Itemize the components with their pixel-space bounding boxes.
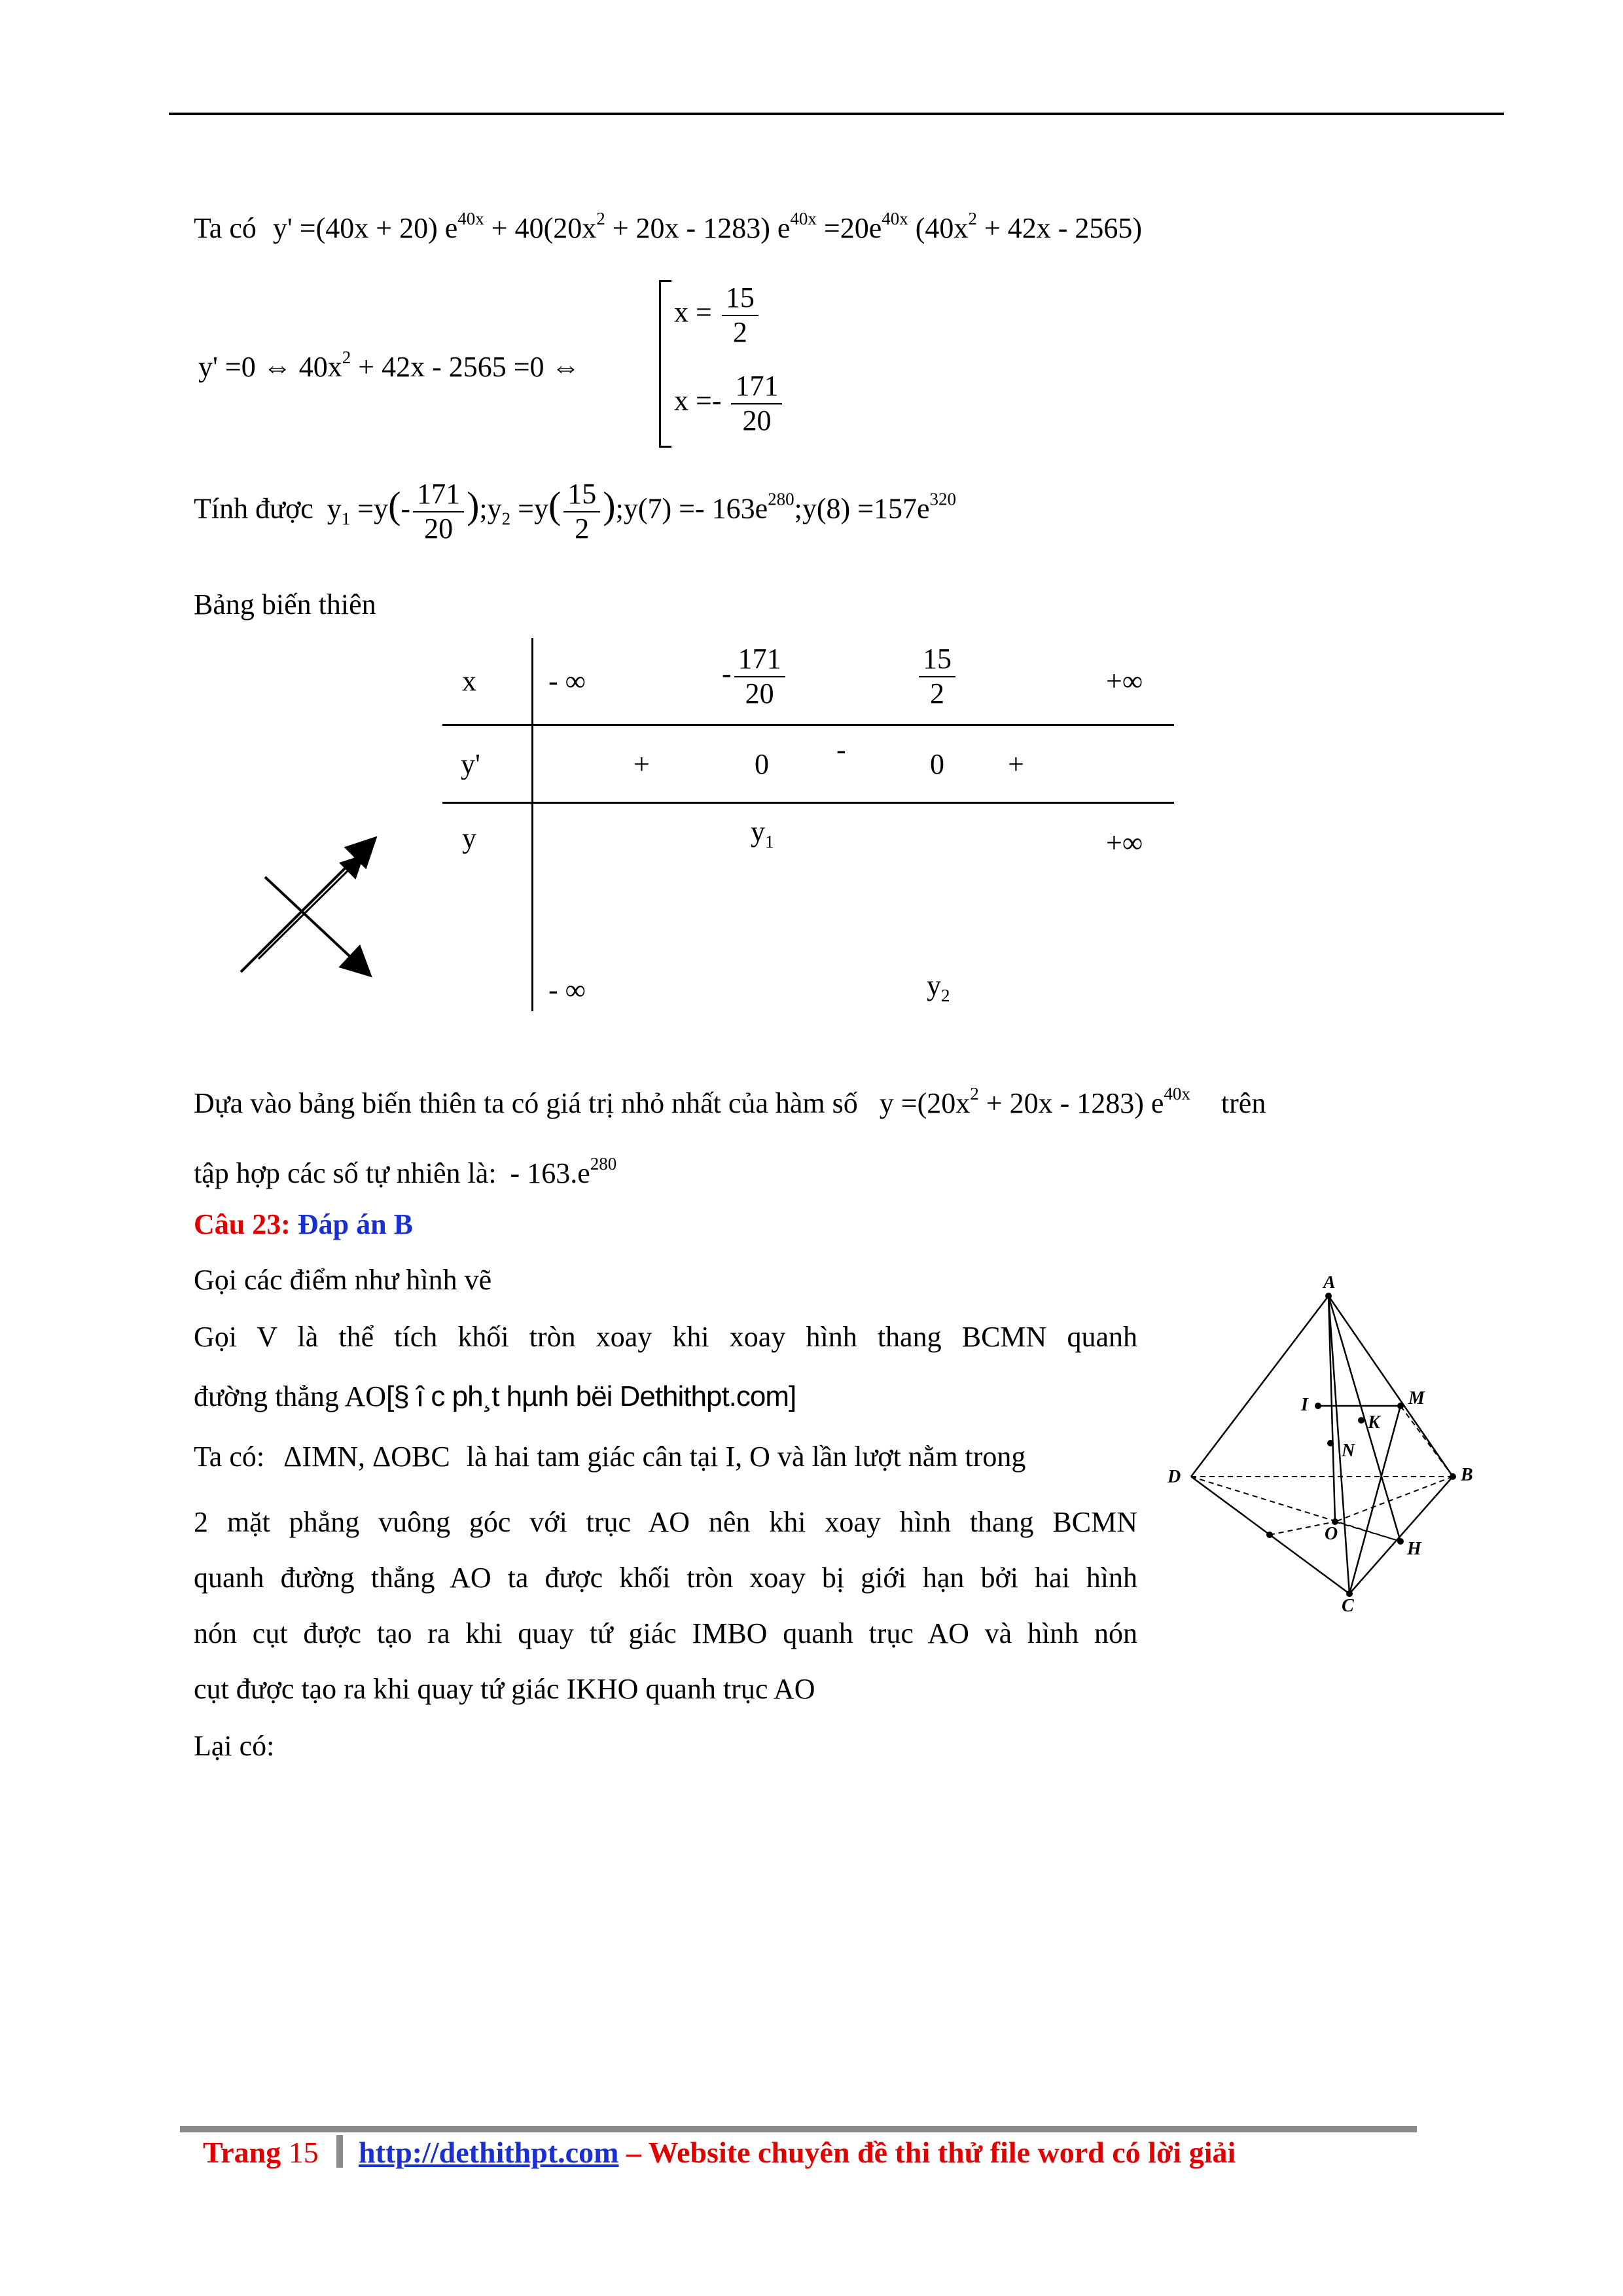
label-M: M <box>1408 1388 1425 1408</box>
x-pos-inf: +∞ <box>1106 665 1143 697</box>
q23-p4: 2 mặt phẳng vuông góc với trục AO nên khi xoay hình thang BCMN <box>194 1506 1137 1538</box>
label-O: O <box>1325 1524 1338 1544</box>
y-pos-inf: +∞ <box>1106 827 1143 859</box>
conclusion-line-1: Dựa vào bảng biến thiên ta có giá trị nhỏ nhất của hàm số $y =(20x^2 + 20x - 1283)$ $e^{40x}$ trên <box>194 1084 1266 1119</box>
q23-p2a: Gọi V là thể tích khối tròn xoay khi xoay hình thang BCMN quanh <box>194 1321 1137 1353</box>
label-H: H <box>1407 1539 1421 1559</box>
arrow-up <box>241 842 372 972</box>
pyramid-figure <box>1152 1276 1479 1617</box>
root-2: x =- $\frac{171}{20}$ <box>674 370 785 437</box>
q23-p7: cụt được tạo ra khi quay tứ giác IKHO quanh trục AO <box>194 1673 815 1705</box>
label-N: N <box>1342 1441 1355 1461</box>
label-B: B <box>1461 1465 1473 1485</box>
table-heading: Bảng biến thiên <box>194 588 376 620</box>
arrow-up-2 <box>259 859 360 959</box>
q23-p6: nón cụt được tạo ra khi quay tứ giác IMBO quanh trục AO và hình nón <box>194 1617 1137 1649</box>
q23-heading: Câu 23: Đáp án B <box>194 1208 413 1240</box>
y-neg-inf: - ∞ <box>548 974 586 1006</box>
row-yprime-label: y' <box>461 748 480 780</box>
y-max-value: $y_1$ <box>751 816 774 852</box>
label-C: C <box>1342 1596 1354 1616</box>
yprime-minus: - <box>836 734 846 766</box>
derivative-line <box>194 208 1142 246</box>
label-A: A <box>1323 1276 1336 1293</box>
derivative-intro: Ta có <box>194 212 257 244</box>
q23-p1: Gọi các điểm như hình vẽ <box>194 1264 492 1296</box>
yprime-plus-2: + <box>1008 748 1024 780</box>
arrow-down <box>265 877 366 972</box>
derivative-expr: y' =(40x + 20) $e^{40x} + 40(20x^2 + 20x - 1283)$ $e^{40x} =20e^{40x}$ $(40x^2 + 42x - 2565)$ <box>272 209 1143 244</box>
q23-p3: Ta có: ΔIMN, ΔOBC là hai tam giác cân tại I, O và lần lượt nằm trong <box>194 1441 1026 1473</box>
table-hline-2 <box>442 802 1174 804</box>
conclusion-line-2: tập hợp các số tự nhiên là: - $163.e^{280}$ <box>194 1154 617 1189</box>
watermark-text: [§ î c ph¸t hµnh bëi Dethithpt.com] <box>386 1380 796 1412</box>
solve-bracket <box>659 280 671 448</box>
variation-arrows <box>236 831 380 982</box>
table-vertical-line <box>531 638 533 1011</box>
footer-rule <box>180 2126 1417 2132</box>
label-K: K <box>1368 1412 1380 1433</box>
y-min-value: $y_2$ <box>927 969 950 1005</box>
footer-tagline: – Website chuyên đề thi thử file word có lời giải <box>626 2136 1236 2169</box>
footer-separator <box>336 2135 343 2168</box>
footer-page-label: Trang 15 <box>203 2136 319 2169</box>
label-D: D <box>1168 1467 1181 1487</box>
footer-link-block <box>359 2135 1236 2170</box>
table-hline-1 <box>442 724 1174 726</box>
yprime-plus-1: + <box>633 748 650 780</box>
x-crit-2: $\frac{15}{2}$ <box>916 643 958 710</box>
q23-p2b: đường thẳng AO[§ î c ph¸t hµnh bëi Dethithpt.com] <box>194 1380 796 1412</box>
q23-p5: quanh đường thẳng AO ta được khối tròn xoay bị giới hạn bởi hai hình <box>194 1562 1137 1594</box>
yprime-zero-2: 0 <box>930 748 944 780</box>
values-line: Tính được $y_1 =y(-$ $\frac{171}{20}$ )$;y_2 =y$( $\frac{15}{2}$ );y(7) =- $163e^{280};y(8) =157e^{320}$ <box>194 478 957 545</box>
header-rule <box>169 113 1504 115</box>
root-1: x = $\frac{15}{2}$ <box>674 281 761 349</box>
footer-url-link[interactable]: http://dethithpt.com <box>359 2136 619 2169</box>
row-x-label: x <box>462 665 476 697</box>
yprime-zero-1: 0 <box>755 748 769 780</box>
row-y-label: y <box>462 822 476 854</box>
x-crit-1: - $\frac{171}{20}$ <box>722 643 788 710</box>
solve-equation: y' =0 ⇔ $40x^2 + 42x - 2565 =0$ ⇔ <box>198 348 580 383</box>
label-I: I <box>1301 1395 1308 1415</box>
x-neg-inf: - ∞ <box>548 665 586 697</box>
q23-p8: Lại có: <box>194 1730 275 1762</box>
